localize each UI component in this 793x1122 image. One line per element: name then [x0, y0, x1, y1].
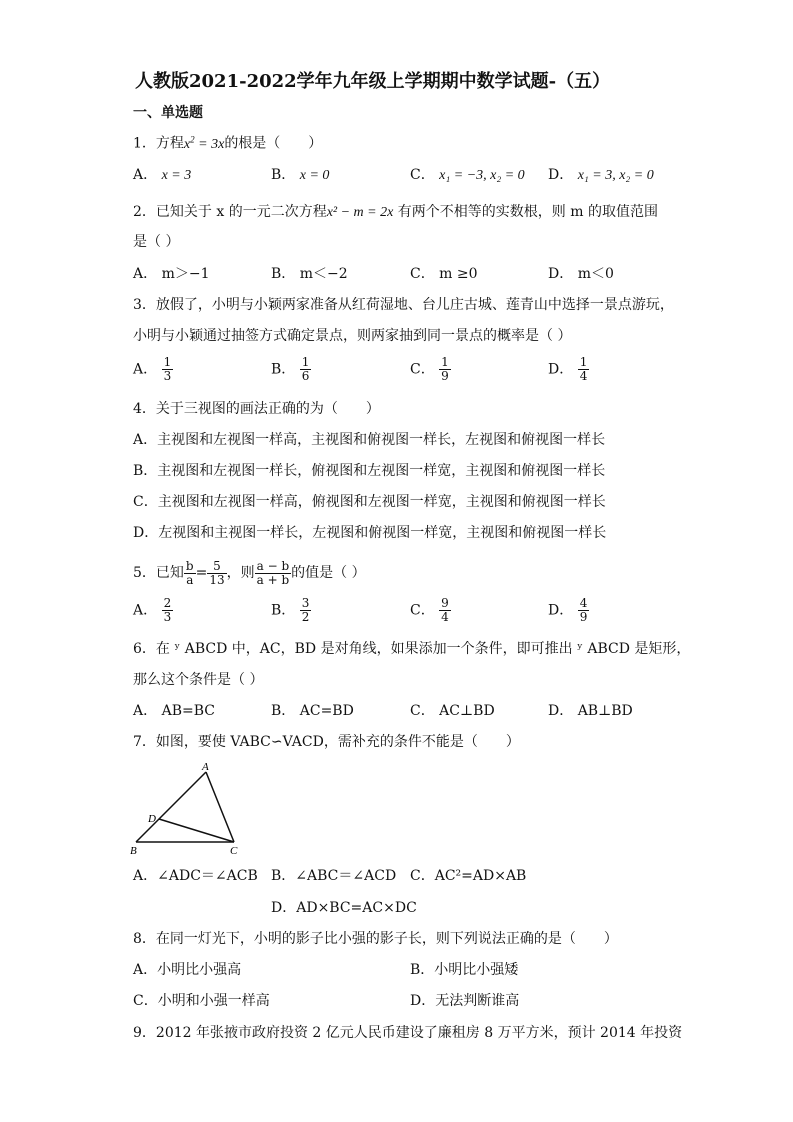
q5-equals: = — [195, 565, 208, 581]
fraction-denominator: 4 — [579, 369, 588, 383]
question-6-line1: 6．在 ʸ ABCD 中，AC，BD 是对角线，如果添加一个条件，即可推出 ʸ ABCD 是矩形， — [133, 641, 691, 657]
question-1-stem — [133, 130, 322, 154]
question-9-line1: 9．2012 年张掖市政府投资 2 亿元人民币建设了廉租房 8 万平方米，预计 2014 年投资 — [133, 1025, 683, 1041]
option-label: A． — [133, 361, 158, 378]
option-fraction — [162, 597, 174, 624]
q5-stem-suffix: 的值是（ ） — [291, 565, 366, 581]
option-label: A． — [133, 602, 158, 619]
q1-eq-exp: 2 — [190, 134, 195, 144]
option-label: C． — [410, 602, 435, 619]
fraction-numerator: 1 — [163, 355, 172, 369]
option-text: m＞−1 — [161, 266, 210, 282]
option-text: AC²=AD×AB — [434, 868, 527, 884]
option-label: A． — [133, 266, 158, 282]
option-label: D． — [548, 703, 574, 719]
option-label: D． — [548, 167, 574, 183]
option-fraction — [578, 597, 590, 624]
option-text: ∠ABC＝∠ACD — [295, 868, 397, 884]
q1-eq-rest: = 3x — [194, 136, 225, 152]
q2-option-b[interactable] — [271, 265, 348, 283]
vertex-label-c: C — [230, 845, 238, 857]
option-fraction — [300, 597, 312, 624]
fraction-numerator: 4 — [579, 596, 588, 610]
option-fraction — [439, 356, 451, 383]
option-label: C． — [410, 361, 435, 378]
question-3-line1: 3．放假了，小明与小颖两家准备从红荷湿地、台儿庄古城、莲青山中选择一景点游玩， — [133, 297, 674, 313]
option-label: A． — [133, 703, 158, 719]
option-label: D． — [548, 266, 574, 282]
question-5-stem — [133, 559, 366, 587]
option-label: C． — [410, 868, 435, 884]
option-text: m＜0 — [577, 266, 614, 282]
option-text: m＜−2 — [299, 266, 348, 282]
fraction-numerator: 9 — [441, 596, 449, 610]
option-text: 小明和小强一样高 — [157, 993, 270, 1009]
q6-option-b[interactable] — [271, 702, 354, 720]
question-8-stem: 8．在同一灯光下，小明的影子比小强的影子长，则下列说法正确的是（ ） — [133, 931, 618, 947]
q8-option-a[interactable] — [133, 961, 241, 979]
question-2-line1 — [133, 203, 658, 222]
option-fraction — [578, 356, 590, 383]
fraction-numerator: 3 — [301, 596, 310, 610]
option-label: A． — [133, 962, 158, 978]
q7-option-a[interactable] — [133, 867, 258, 885]
option-label: B． — [271, 361, 296, 378]
fraction-numerator: 2 — [163, 596, 172, 610]
fraction-denominator: 13 — [209, 572, 225, 587]
q6-option-a[interactable] — [133, 702, 215, 720]
option-label: D． — [410, 993, 436, 1009]
option-label: B． — [271, 167, 296, 183]
option-label: A． — [133, 868, 158, 884]
option-text: ∠ADC＝∠ACB — [157, 868, 258, 884]
q1-option-a[interactable] — [133, 166, 191, 185]
q6-option-d[interactable] — [548, 702, 633, 720]
vertex-label-b: B — [130, 845, 137, 857]
q1-eq-base: x — [183, 136, 191, 152]
fraction-denominator: 4 — [441, 610, 449, 624]
q5-fraction-b-over-a — [184, 560, 196, 587]
q5-option-d[interactable] — [548, 597, 589, 624]
fraction-numerator: 1 — [579, 355, 588, 369]
q5-option-b[interactable] — [271, 597, 311, 624]
fraction-numerator: b — [185, 558, 194, 573]
q2-stem-prefix: 2．已知关于 x 的一元二次方程 — [133, 204, 327, 220]
fraction-denominator: 6 — [301, 369, 310, 383]
question-2-line2: 是（ ） — [133, 234, 180, 250]
q4-option-d[interactable]: D．左视图和主视图一样长，左视图和俯视图一样宽，主视图和俯视图一样长 — [133, 525, 607, 541]
segment-ac — [206, 772, 234, 842]
option-text: AC⊥BD — [439, 703, 495, 719]
option-label: B． — [271, 868, 296, 884]
option-label: B． — [271, 602, 296, 619]
option-text: m ≥0 — [439, 266, 478, 282]
q7-option-b[interactable] — [271, 867, 396, 885]
q2-stem-suffix: 有两个不相等的实数根，则 m 的取值范围 — [397, 204, 658, 220]
q1-stem-prefix: 1．方程 — [133, 135, 184, 152]
option-text: AB=BC — [161, 703, 215, 719]
fraction-denominator: 3 — [163, 369, 172, 383]
option-label: C． — [410, 266, 435, 282]
triangle-figure — [128, 760, 248, 858]
option-text: x₁ = 3, x₂ = 0 — [577, 168, 654, 183]
q2-option-d[interactable] — [548, 265, 614, 283]
question-7-stem: 7．如图，要使 VABC∽VACD，需补充的条件不能是（ ） — [133, 734, 520, 750]
vertex-label-d: D — [148, 813, 156, 825]
q5-stem-prefix: 5．已知 — [133, 565, 184, 581]
option-label: C． — [410, 703, 435, 719]
option-label: B． — [271, 266, 296, 282]
q2-equation: x² − m = 2x — [326, 205, 394, 220]
fraction-numerator: a − b — [256, 558, 290, 573]
q3-option-a[interactable] — [133, 356, 173, 383]
page-title: 人教版2021-2022学年九年级上学期期中数学试题-（五） — [135, 71, 611, 92]
fraction-numerator: 1 — [301, 355, 310, 369]
option-label: C． — [133, 993, 158, 1009]
q5-fraction-expression — [255, 560, 292, 587]
question-6-line2: 那么这个条件是（ ） — [133, 672, 264, 688]
q4-option-c[interactable]: C．主视图和左视图一样高，俯视图和左视图一样宽，主视图和俯视图一样长 — [133, 494, 606, 510]
segment-dc — [159, 819, 234, 842]
q1-option-d[interactable] — [548, 166, 654, 185]
option-label: C． — [410, 167, 435, 183]
option-text: 小明比小强矮 — [434, 962, 519, 978]
q3-option-c[interactable] — [410, 356, 451, 383]
q4-option-a[interactable]: A．主视图和左视图一样高，主视图和俯视图一样长，左视图和俯视图一样长 — [133, 432, 606, 448]
q5-fraction-5-over-13 — [207, 560, 226, 587]
segment-ab — [136, 772, 206, 842]
option-text: AC=BD — [299, 703, 354, 719]
fraction-denominator: 9 — [579, 610, 588, 624]
q1-option-c[interactable] — [410, 166, 525, 185]
fraction-denominator: 9 — [441, 369, 449, 383]
q2-option-a[interactable] — [133, 265, 210, 283]
section-heading: 一、单选题 — [133, 105, 203, 121]
q8-option-c[interactable] — [133, 992, 270, 1010]
q2-option-c[interactable] — [410, 265, 478, 283]
option-text: AD×BC=AC×DC — [296, 900, 417, 916]
q1-option-b[interactable] — [271, 166, 329, 185]
q6-option-c[interactable] — [410, 702, 495, 720]
q3-option-b[interactable] — [271, 356, 311, 383]
fraction-denominator: 2 — [301, 610, 310, 624]
q5-option-c[interactable] — [410, 597, 451, 624]
fraction-denominator: a + b — [256, 572, 290, 587]
option-text: x₁ = −3, x₂ = 0 — [439, 168, 525, 183]
q1-stem-suffix: 的根是（ ） — [224, 135, 323, 152]
q5-stem-middle: ，则 — [226, 565, 255, 581]
option-label: B． — [410, 962, 435, 978]
fraction-denominator: 3 — [163, 610, 172, 624]
option-text: 无法判断谁高 — [435, 993, 520, 1009]
option-text: x = 0 — [299, 168, 330, 183]
option-text: 小明比小强高 — [157, 962, 242, 978]
option-label: D． — [548, 602, 574, 619]
fraction-denominator: a — [186, 572, 194, 587]
q8-option-b[interactable] — [410, 961, 518, 979]
option-fraction — [439, 597, 451, 624]
question-4-stem: 4．关于三视图的画法正确的为（ ） — [133, 401, 380, 417]
fraction-numerator: 5 — [207, 560, 226, 574]
option-text: x = 3 — [161, 168, 192, 183]
q8-option-d[interactable] — [410, 992, 519, 1010]
option-label: D． — [271, 900, 297, 916]
option-fraction — [162, 356, 174, 383]
option-fraction — [300, 356, 312, 383]
vertex-label-a: A — [202, 761, 209, 773]
q4-option-b[interactable]: B．主视图和左视图一样长，俯视图和左视图一样宽，主视图和俯视图一样长 — [133, 463, 606, 479]
option-label: A． — [133, 167, 158, 183]
fraction-numerator: 1 — [441, 355, 449, 369]
option-label: D． — [548, 361, 574, 378]
q5-option-a[interactable] — [133, 597, 173, 624]
q3-option-d[interactable] — [548, 356, 589, 383]
q7-option-d[interactable] — [271, 899, 417, 917]
option-label: B． — [271, 703, 296, 719]
question-3-line2: 小明与小颖通过抽签方式确定景点，则两家抽到同一景点的概率是（ ） — [133, 328, 572, 344]
q7-option-c[interactable] — [410, 867, 526, 885]
option-text: AB⊥BD — [577, 703, 633, 719]
q1-equation — [183, 134, 225, 152]
